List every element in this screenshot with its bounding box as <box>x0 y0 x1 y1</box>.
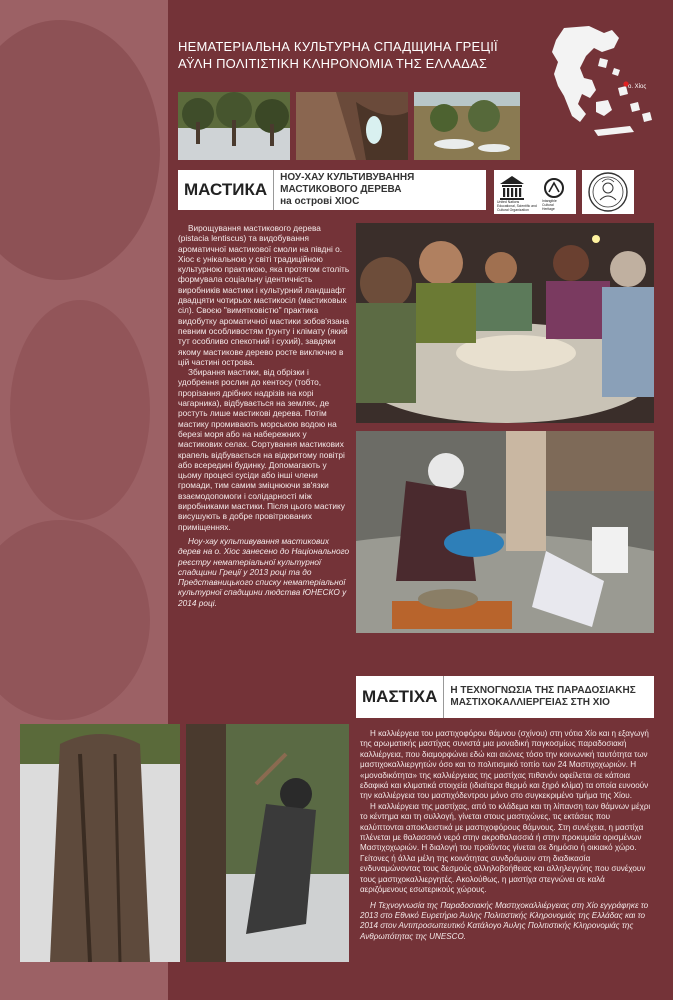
ich-text-line2: Cultural <box>542 202 554 207</box>
unesco-text-line3: Cultural Organization <box>497 207 529 212</box>
ua-paragraph: Збирання мастики, від обрізки і удобрення рослин до кентосу (тобто, прорізання дрібних надрізів на корі чагарника), відбувається на землях, де ростуть лише мастикові дерева. Потім мастику промивають морською водою на березі моря або на набережних у мастикових селах. Сортування мастикових крапель відбувається на відкритому повітрі або всередині будинку. Допомагають у цьому процесі сусіди або інші члени громади, тим самим зміцнюючи зв'язки взаємодопомоги і солідарності між виробниками мастики. Після цього мастику висушують в добре провітрюваних приміщеннях. <box>178 367 345 532</box>
gr-title: ΜΑΣΤΙΧΑ <box>356 676 444 718</box>
gr-title-box <box>356 676 654 718</box>
photo-women-sorting <box>356 223 654 423</box>
ua-title: МАСТИКА <box>178 170 274 210</box>
header-line-gr: ΑΫΛΗ ΠΟΛΙΤΙΣΤΙΚΗ ΚΛΗΡΟΝΟΜΙΑ ΤΗΣ ΕΛΛΑΔΑΣ <box>178 56 488 71</box>
photo-landscape <box>414 92 520 160</box>
ua-body-text <box>178 223 350 608</box>
ua-italic-note: Ноу-хау культивування мастикових дерев на о. Хіос занесено до Національного реєстру нематеріальної культурної спадщини Греції у 2013 році та до Представницького списку нематеріальної культурної спадщини людства ЮНЕСКО у 2014 році. <box>178 535 350 608</box>
header-title <box>178 38 498 72</box>
gr-paragraph: Η καλλιέργεια του μαστιχοφόρου θάμνου (σχίνου) στη νότια Χίο και η εξαγωγή της αρωματικής μαστίχας συνιστά μια μοναδική παγκοσμίως παραδοσιακή καλλιέργεια, που διαμορφώνει εδώ και αιώνες τόσο την κοινωνική ταυτότητα των μαστιχοκαλλιεργητών όσο και το πολιτισμικό τοπίο των 24 Μαστιχοχωριών. Η «μοναδικότητα» της καλλιέργειας της μαστίχας πιθανόν οφείλεται σε κάποια εδαφικά και κλιματικά στοιχεία (ιδιαίτερα θερμό και ξηρό κλίμα) τα οποία ευνοούν την καλλιέργεια του μαστιχόδεντρου μόνο στο συγκεκριμένο τμήμα της Χίου. <box>360 729 649 801</box>
ua-subtitle <box>274 172 486 208</box>
header-line-ua: НЕМАТЕРІАЛЬНА КУЛЬТУРНА СПАДЩИНА ГРЕЦІЇ <box>178 39 498 54</box>
ich-text <box>542 200 557 211</box>
gr-italic-note: Η Τεχνογνωσία της Παραδοσιακής Μαστιχοκαλλιέργειας στη Χίο εγγράφηκε το 2013 στο Εθνικό Ευρετήριο Άυλης Πολιτιστικής Κληρονομιάς της Ελλάδας και το 2014 στον Αντιπροσωπευτικό Κατάλογο Άυλης Πολιτιστικής Κληρονομιάς της Ανθρωπότητας της UNESCO. <box>360 900 649 941</box>
gr-subtitle-line2: ΜΑΣΤΙΧΟΚΑΛΛΙΕΡΓΕΙΑΣ ΣΤΗ ΧΙΟ <box>450 697 610 708</box>
unesco-text-line2: Educational, Scientific and <box>497 203 537 208</box>
ich-text-line3: Heritage <box>542 206 555 211</box>
decorative-shape <box>10 300 150 520</box>
gr-body-text <box>360 729 653 942</box>
unesco-text-line1: United Nations <box>497 200 520 204</box>
photo-resin-bark <box>296 92 408 160</box>
photo-orchard <box>178 92 290 160</box>
decorative-shape <box>0 20 160 280</box>
emblem-seal-icon <box>582 170 634 214</box>
map-label-chios: ο. Χίος <box>628 84 647 90</box>
ua-subtitle-line1: НОУ-ХАУ КУЛЬТИВУВАННЯ МАСТИКОВОГО ДЕРЕВА <box>280 172 415 195</box>
photo-washing-mastic <box>356 431 654 633</box>
decorative-shape <box>0 520 150 720</box>
photo-farmer <box>186 724 349 962</box>
ua-paragraph: Вирощування мастикового дерева (pistacia lentiscus) та видобування ароматичної мастикової смоли на півдні о. Хіос є унікальною у світі традиційною культурною практикою, яка протягом століть формувала соціальну ідентичність виробників мастики і культурний ландшафт двадцяти чотирьох мастикосіл (мастиковых сіл). Своєю "вимятковістю" практика видобутку ароматичної мастики зобов'язана певним особливостям ґрунту і клімату (який тут особливо спекотний і сухий), завдяки якому мастикове дерево росте виключно в цій частині острова. <box>178 223 350 367</box>
unesco-text <box>497 201 537 212</box>
gr-subtitle <box>444 685 641 709</box>
greece-map <box>534 18 664 148</box>
unesco-logo-box <box>494 170 576 214</box>
gr-subtitle-line1: Η ΤΕΧΝΟΓΝΩΣΙΑ ΤΗΣ ΠΑΡΑΔΟΣΙΑΚΗΣ <box>450 685 636 696</box>
ua-title-box <box>178 170 486 210</box>
photo-tree-trunk <box>20 724 180 962</box>
ich-text-line1: Intangible <box>542 199 557 203</box>
ua-subtitle-line2: на острові ХІОС <box>280 196 360 207</box>
emblem-box <box>582 170 634 214</box>
gr-paragraph: Η καλλιέργεια της μαστίχας, από το κλάδεμα και τη λίπανση των θάμνων μέχρι το κέντημα και τη συλλογή, γίνεται στους μαστιχώνες, τις εκτάσεις που καλύπτονται αποκλειστικά με μαστιχοφόρους θάμνους. Στη συνέχεια, η μαστίχα πλένεται με θαλασσινό νερό στην ακροθαλασσιά ή στην προκυμαία ορισμένων Μαστιχοχωριών. Η διαλογή του προϊόντος γίνεται σε δημόσιο ή οικιακό χώρο. Γείτονες ή άλλα μέλη της κοινότητας συνδράμουν στη διαδικασία ενδυναμώνοντας τους δεσμούς αλληλοβοήθειας και αλληλεγγύης που συνέχουν τους μαστιχοκαλλιεργητές. Ακολούθως, η μαστίχα στεγνώνει σε καλά αεριζόμενους εσωτερικούς χώρους. <box>360 801 651 895</box>
